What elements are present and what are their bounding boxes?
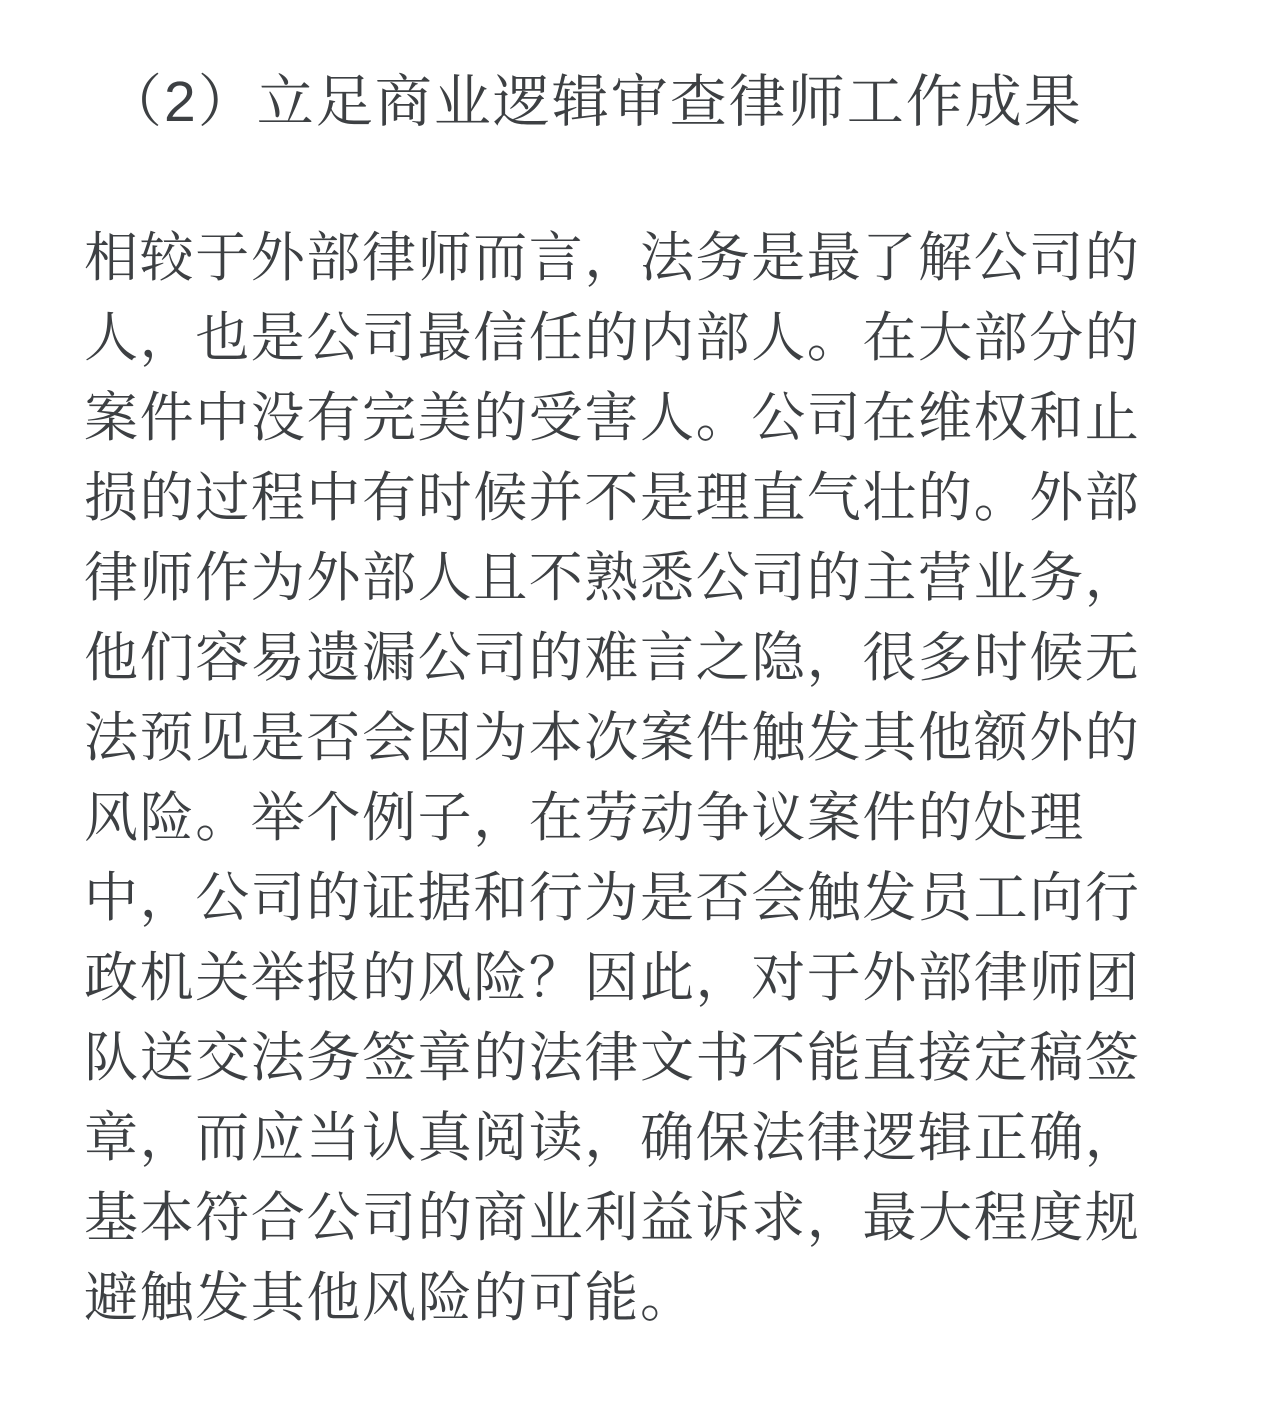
text-line: 案件中没有完美的受害人。公司在维权和止	[84, 388, 1141, 448]
text-line: 律师作为外部人且不熟悉公司的主营业务，	[84, 548, 1141, 608]
text-line: 损的过程中有时候并不是理直气壮的。外部	[84, 468, 1141, 528]
text-line: 政机关举报的风险？因此，对于外部律师团	[84, 948, 1141, 1008]
text-line: 风险。举个例子，在劳动争议案件的处理	[84, 788, 1085, 848]
body-paragraph	[84, 218, 1199, 1338]
text-line: 章，而应当认真阅读，确保法律逻辑正确，	[84, 1108, 1141, 1168]
text-line: 基本符合公司的商业利益诉求，最大程度规	[84, 1188, 1141, 1248]
text-line: 相较于外部律师而言，法务是最了解公司的	[84, 228, 1141, 288]
text-line: 避触发其他风险的可能。	[84, 1268, 696, 1328]
text-line: 人，也是公司最信任的内部人。在大部分的	[84, 308, 1141, 368]
text-line: 法预见是否会因为本次案件触发其他额外的	[84, 708, 1141, 768]
text-line: 他们容易遗漏公司的难言之隐，很多时候无	[84, 628, 1141, 688]
text-line: 中，公司的证据和行为是否会触发员工向行	[84, 868, 1141, 928]
text-line: 队送交法务签章的法律文书不能直接定稿签	[84, 1028, 1141, 1088]
section-heading: （2）立足商业逻辑审查律师工作成果	[105, 70, 1083, 134]
